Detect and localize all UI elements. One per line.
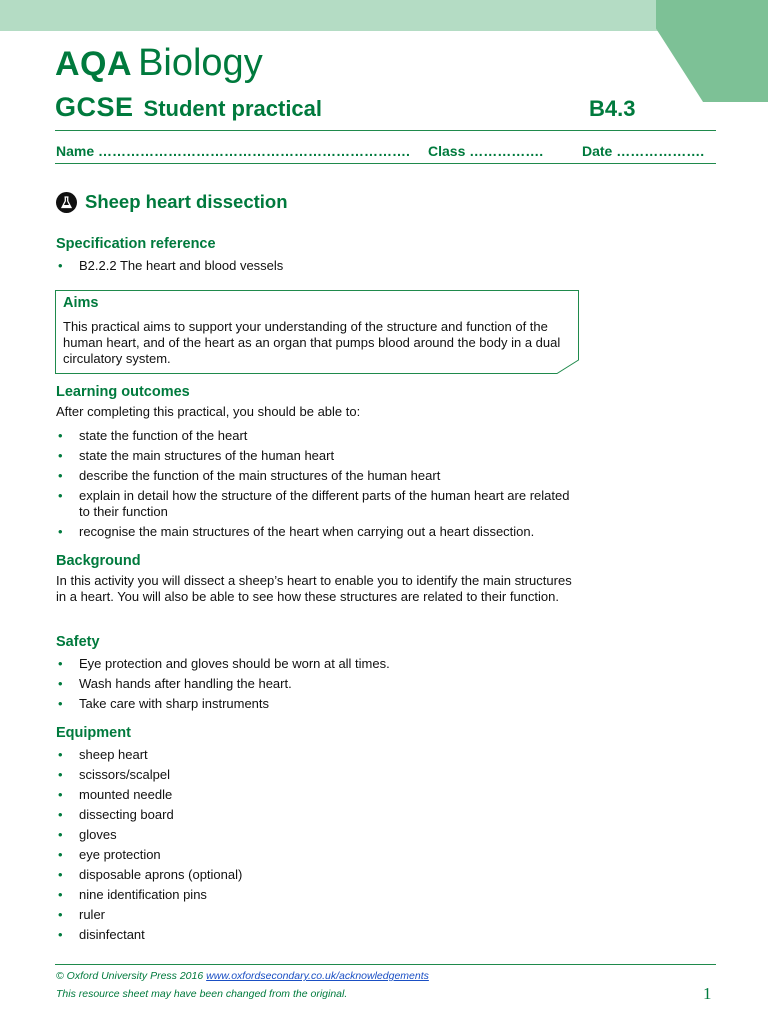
aims-box bbox=[55, 290, 579, 374]
list-item: • disposable aprons (optional) bbox=[56, 867, 242, 883]
sheet-type: Student practical bbox=[143, 96, 323, 121]
practical-code: B4.3 bbox=[589, 96, 636, 121]
list-item: • recognise the main structures of the heart when carrying out a heart dissection. bbox=[56, 524, 586, 540]
header-band bbox=[0, 0, 768, 31]
safety-heading: Safety bbox=[56, 634, 100, 650]
footer-copyright-line bbox=[56, 970, 429, 982]
sheet-subtitle bbox=[55, 92, 322, 123]
fields-rule bbox=[55, 163, 716, 164]
learning-outcomes-heading: Learning outcomes bbox=[56, 384, 190, 400]
practical-title: Sheep heart dissection bbox=[85, 191, 288, 212]
list-item: • sheep heart bbox=[56, 747, 242, 763]
learning-outcomes-intro: After completing this practical, you should be able to: bbox=[56, 404, 361, 419]
brand-title bbox=[55, 42, 263, 85]
learning-outcomes-list bbox=[56, 428, 586, 544]
class-field: Class ……………. bbox=[428, 143, 544, 159]
name-field: Name …………………………………………………………. bbox=[56, 143, 410, 159]
list-item: • explain in detail how the structure of the different parts of the human heart are related to their function bbox=[56, 488, 576, 520]
list-item: • scissors/scalpel bbox=[56, 767, 242, 783]
list-item: • nine identification pins bbox=[56, 887, 242, 903]
list-item: • Eye protection and gloves should be worn at all times. bbox=[56, 656, 390, 672]
spec-heading: Specification reference bbox=[56, 236, 216, 252]
background-heading: Background bbox=[56, 553, 141, 569]
acknowledgements-link[interactable]: www.oxfordsecondary.co.uk/acknowledgements bbox=[206, 970, 429, 982]
spec-list bbox=[56, 258, 283, 278]
aims-text: This practical aims to support your understanding of the structure and function of the human heart, and of the heart as an organ that pumps blood around the body in a dual circulatory system. bbox=[63, 319, 561, 366]
list-item: • disinfectant bbox=[56, 927, 242, 943]
aims-heading: Aims bbox=[63, 295, 99, 311]
equipment-list bbox=[56, 747, 242, 947]
footer-note: This resource sheet may have been changed from the original. bbox=[56, 988, 348, 1000]
list-item: • dissecting board bbox=[56, 807, 242, 823]
footer-rule bbox=[55, 964, 716, 965]
list-item: • describe the function of the main structures of the human heart bbox=[56, 468, 586, 484]
background-text: In this activity you will dissect a sheep’s heart to enable you to identify the main structures in a heart. You will also be able to see how these structures are related to their function. bbox=[56, 573, 572, 604]
list-item: • eye protection bbox=[56, 847, 242, 863]
list-item: • mounted needle bbox=[56, 787, 242, 803]
list-item: • B2.2.2 The heart and blood vessels bbox=[56, 258, 283, 274]
flask-icon bbox=[56, 192, 77, 213]
equipment-heading: Equipment bbox=[56, 725, 131, 741]
page-number: 1 bbox=[703, 984, 712, 1003]
footer-copyright: © Oxford University Press 2016 bbox=[56, 970, 207, 982]
practical-title-row bbox=[56, 191, 288, 213]
header-rule bbox=[55, 130, 716, 131]
list-item: • state the main structures of the human heart bbox=[56, 448, 586, 464]
list-item: • state the function of the heart bbox=[56, 428, 586, 444]
safety-list bbox=[56, 656, 390, 716]
list-item: • Take care with sharp instruments bbox=[56, 696, 390, 712]
list-item: • ruler bbox=[56, 907, 242, 923]
header-tab-decoration bbox=[656, 0, 768, 102]
level-label: GCSE bbox=[55, 92, 134, 122]
list-item: • Wash hands after handling the heart. bbox=[56, 676, 390, 692]
brand-subject: Biology bbox=[138, 42, 263, 84]
date-field: Date ………………. bbox=[582, 143, 705, 159]
brand-aqa: AQA bbox=[55, 45, 133, 83]
list-item: • gloves bbox=[56, 827, 242, 843]
